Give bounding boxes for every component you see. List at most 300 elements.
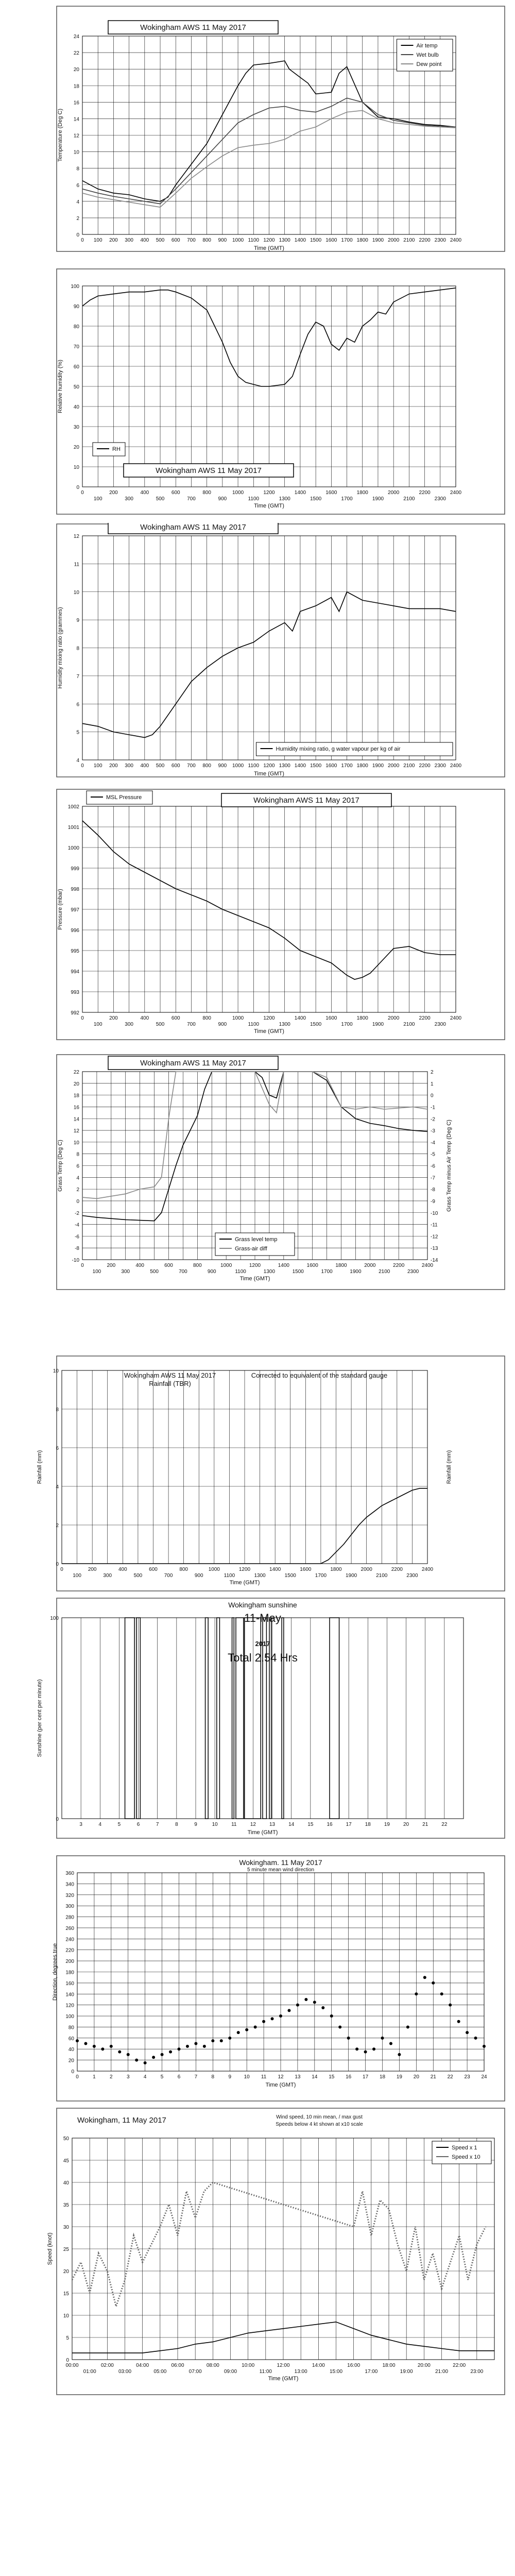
chart-svg-3 [0, 523, 515, 778]
y-tick-label: 999 [71, 866, 79, 872]
y-tick-label: 60 [73, 364, 79, 370]
y-tick-label: 998 [71, 887, 79, 892]
y-right-tick-label: -2 [431, 1116, 435, 1123]
chart-title: Wokingham AWS 11 May 2017 [140, 23, 246, 32]
y-tick-label: 120 [65, 2003, 74, 2009]
x-tick-label: 100 [93, 1022, 102, 1027]
x-tick-label: 400 [135, 1263, 145, 1268]
x-tick-label: 1700 [321, 1269, 333, 1275]
data-point [271, 2017, 274, 2020]
x-tick-label: 1800 [356, 1015, 368, 1021]
y-axis-label: Direction, degrees true [52, 1943, 58, 2001]
data-point [144, 2061, 147, 2064]
data-point [338, 2025, 341, 2028]
x-tick-label: 22 [441, 1822, 448, 1827]
x-tick-label: 400 [140, 238, 149, 243]
x-tick-label: 5 [117, 1822, 121, 1827]
x-tick-label: 2100 [376, 1573, 388, 1579]
x-tick-label: 1600 [300, 1567, 312, 1572]
x-tick-label: 1700 [341, 1022, 353, 1027]
data-point [186, 2045, 189, 2048]
data-point [347, 2037, 350, 2040]
y-tick-label: 18 [73, 83, 79, 90]
y-tick-label: 5 [66, 2335, 69, 2341]
y-tick-label: 2 [76, 1187, 79, 1193]
x-tick-label: 1600 [325, 1015, 337, 1021]
y-right-tick-label: -9 [431, 1198, 435, 1205]
y-tick-label: 7 [76, 673, 79, 680]
data-point [203, 2045, 206, 2048]
chart-svg-8 [0, 1855, 515, 2102]
x-tick-label: 06:00 [171, 2363, 184, 2368]
x-tick-label: 800 [179, 1567, 188, 1572]
x-tick-label: 2200 [419, 238, 431, 243]
data-point [135, 2059, 138, 2062]
chart-subtitle: 5 minute mean wind direction [247, 1867, 315, 1873]
x-tick-label: 2300 [434, 1022, 446, 1027]
y-tick-label: -8 [75, 1246, 79, 1252]
y-right-tick-label: 2 [431, 1070, 434, 1075]
x-tick-label: 15 [329, 2074, 335, 2080]
y-tick-label: 18 [73, 1093, 79, 1099]
y-tick-label: 80 [73, 324, 79, 330]
data-point [178, 2047, 181, 2050]
x-axis-label: Time (GMT) [254, 245, 284, 251]
x-tick-label: 0 [60, 1567, 63, 1572]
x-tick-label: 2100 [403, 496, 415, 502]
y-tick-label: 993 [71, 990, 79, 995]
x-tick-label: 1300 [279, 763, 290, 769]
y-tick-label: 10 [53, 1368, 59, 1374]
x-tick-label: 02:00 [100, 2363, 114, 2368]
legend-label: Speed x 10 [452, 2154, 480, 2160]
y-right-tick-label: -11 [431, 1222, 438, 1228]
chart-panel-4 [0, 788, 515, 1041]
x-tick-label: 17 [346, 1822, 352, 1827]
data-point [457, 2020, 460, 2023]
data-point [432, 1981, 435, 1985]
x-tick-label: 22:00 [453, 2363, 466, 2368]
x-tick-label: 18:00 [382, 2363, 396, 2368]
x-tick-label: 1100 [248, 763, 260, 769]
x-tick-label: 500 [156, 763, 165, 769]
x-tick-label: 17 [363, 2074, 369, 2080]
data-point [194, 2042, 197, 2045]
x-tick-label: 1300 [254, 1573, 266, 1579]
x-tick-label: 11 [261, 2074, 267, 2080]
x-tick-label: 1600 [325, 238, 337, 243]
x-tick-label: 10 [244, 2074, 250, 2080]
x-tick-label: 1 [93, 2074, 96, 2080]
data-point [296, 2004, 299, 2007]
x-tick-label: 2000 [360, 1567, 372, 1572]
y-tick-label: 1002 [67, 804, 79, 810]
x-tick-label: 1900 [345, 1573, 357, 1579]
x-tick-label: 1300 [263, 1269, 276, 1275]
y-right-tick-label: -12 [431, 1234, 438, 1240]
y-tick-label: 320 [65, 1892, 74, 1899]
x-tick-label: 400 [140, 1015, 149, 1021]
x-tick-label: 1200 [263, 1015, 275, 1021]
x-tick-label: 2400 [450, 1015, 462, 1021]
x-tick-label: 600 [171, 490, 180, 496]
data-point [440, 1992, 443, 1995]
x-tick-label: 100 [93, 238, 102, 243]
y-tick-label: 35 [63, 2202, 69, 2208]
chart-title: Wokingham AWS 11 May 2017 [140, 523, 246, 532]
y-right-tick-label: -3 [431, 1128, 435, 1134]
x-tick-label: 1100 [248, 496, 260, 502]
legend-label: Dew point [416, 61, 442, 67]
data-point [127, 2053, 130, 2056]
x-tick-label: 2300 [406, 1573, 418, 1579]
x-tick-label: 3 [79, 1822, 82, 1827]
x-tick-label: 20:00 [417, 2363, 431, 2368]
y-tick-label: 4 [76, 199, 79, 205]
x-tick-label: 1400 [294, 490, 306, 496]
x-tick-label: 1000 [232, 238, 244, 243]
x-axis-label: Time (GMT) [268, 2376, 299, 2382]
x-tick-label: 4 [143, 2074, 147, 2080]
x-tick-label: 13 [295, 2074, 301, 2080]
data-point [406, 2025, 409, 2028]
y-tick-label: 30 [73, 425, 79, 430]
x-tick-label: 1800 [330, 1567, 342, 1572]
y-right-tick-label: -6 [431, 1163, 435, 1170]
y-tick-label: 280 [65, 1914, 74, 1921]
y-tick-label: 5 [76, 730, 79, 736]
y-tick-label: 24 [73, 34, 79, 40]
x-tick-label: 11 [231, 1822, 237, 1827]
y-tick-label: 340 [65, 1882, 74, 1888]
data-point [279, 2014, 282, 2018]
y-tick-label: 50 [63, 2136, 69, 2142]
chart-svg-2 [0, 268, 515, 515]
chart-annotation: Corrected to equivalent of the standard gauge [251, 1371, 388, 1379]
y-tick-label: 60 [68, 2036, 74, 2042]
y-right-tick-label: -1 [431, 1105, 435, 1111]
x-tick-label: 00:00 [65, 2363, 79, 2368]
x-tick-label: 03:00 [118, 2369, 132, 2375]
x-tick-label: 14 [288, 1822, 295, 1827]
chart-subtitle: Rainfall (TBR) [149, 1380, 191, 1387]
data-point [245, 2028, 248, 2031]
y-tick-label: 10 [63, 2313, 69, 2319]
data-point [101, 2047, 104, 2050]
x-tick-label: 100 [93, 763, 102, 769]
x-tick-label: 01:00 [83, 2369, 96, 2375]
x-tick-label: 200 [107, 1263, 116, 1268]
x-tick-label: 2200 [419, 490, 431, 496]
y-tick-label: 25 [63, 2247, 69, 2252]
y-tick-label: 40 [63, 2180, 69, 2186]
y-tick-label: 0 [56, 1817, 59, 1822]
y-tick-label: 20 [63, 2269, 69, 2275]
x-tick-label: 10 [212, 1822, 218, 1827]
x-tick-label: 400 [140, 763, 149, 769]
y-tick-label: 40 [73, 404, 79, 410]
y-tick-label: 100 [65, 2014, 74, 2020]
x-tick-label: 1300 [279, 238, 290, 243]
y-right-tick-label: -7 [431, 1175, 435, 1181]
x-tick-label: 2000 [388, 238, 400, 243]
chart-svg-9 [0, 2107, 515, 2396]
x-tick-label: 2400 [450, 490, 462, 496]
x-tick-label: 100 [73, 1573, 81, 1579]
x-tick-label: 200 [109, 490, 118, 496]
data-point [262, 2020, 265, 2023]
data-point [76, 2039, 79, 2042]
y-tick-label: 1001 [67, 825, 79, 831]
y-tick-label: 16 [73, 1105, 79, 1111]
y-tick-label: 6 [76, 1163, 79, 1170]
chart-subtitle: Speeds below 4 kt shown at x10 scale [276, 2122, 363, 2127]
y-tick-label: 8 [56, 1407, 59, 1413]
y-tick-label: 20 [73, 67, 79, 73]
x-tick-label: 1400 [278, 1263, 289, 1268]
y-tick-label: 12 [73, 1128, 79, 1134]
x-tick-label: 1200 [263, 490, 275, 496]
x-tick-label: 600 [171, 238, 180, 243]
x-tick-label: 1000 [232, 763, 244, 769]
data-point [449, 2004, 452, 2007]
x-tick-label: 1300 [279, 1022, 290, 1027]
x-tick-label: 1200 [263, 763, 275, 769]
x-tick-label: 17:00 [365, 2369, 378, 2375]
y-tick-label: 50 [73, 384, 79, 390]
x-tick-label: 1500 [310, 763, 322, 769]
chart-panel-2 [0, 268, 515, 515]
x-tick-label: 2400 [421, 1263, 434, 1268]
x-tick-label: 1500 [292, 1269, 304, 1275]
x-tick-label: 1700 [341, 763, 353, 769]
y-tick-label: 70 [73, 344, 79, 350]
x-tick-label: 1700 [315, 1573, 327, 1579]
x-tick-label: 900 [218, 1022, 227, 1027]
x-tick-label: 16 [327, 1822, 333, 1827]
x-tick-label: 1100 [248, 238, 260, 243]
y-tick-label: 1000 [67, 845, 79, 851]
data-point [254, 2025, 257, 2028]
x-tick-label: 18 [379, 2074, 386, 2080]
x-tick-label: 14 [312, 2074, 318, 2080]
x-tick-label: 800 [202, 1015, 212, 1021]
x-tick-label: 2000 [388, 490, 400, 496]
y-tick-label: 300 [65, 1904, 74, 1910]
legend-label: Wet bulb [416, 52, 439, 58]
x-tick-label: 1700 [341, 238, 353, 243]
x-tick-label: 100 [93, 496, 102, 502]
data-point [466, 2031, 469, 2034]
y-tick-label: 100 [71, 284, 79, 290]
chart-title: Wokingham AWS 11 May 2017 [253, 796, 359, 805]
x-tick-label: 1900 [350, 1269, 362, 1275]
x-tick-label: 800 [193, 1263, 202, 1268]
chart-panel-8 [0, 1855, 515, 2102]
y-axis-label-right: Rainfall (mm) [446, 1450, 452, 1484]
data-point [93, 2045, 96, 2048]
x-tick-label: 8 [175, 1822, 178, 1827]
y-tick-label: 994 [71, 969, 79, 975]
x-tick-label: 13:00 [294, 2369, 307, 2375]
y-tick-label: 45 [63, 2158, 69, 2164]
y-tick-label: 0 [76, 232, 79, 238]
x-tick-label: 1600 [325, 763, 337, 769]
x-tick-label: 300 [121, 1269, 130, 1275]
chart-subtitle: Wind speed, 10 min mean, / max gust [276, 2114, 363, 2120]
y-tick-label: 160 [65, 1980, 74, 1987]
x-tick-label: 2300 [434, 238, 446, 243]
x-tick-label: 600 [171, 763, 180, 769]
x-tick-label: 1600 [306, 1263, 318, 1268]
y-tick-label: 10 [73, 589, 79, 596]
y-tick-label: 20 [73, 1081, 79, 1087]
data-point [398, 2053, 401, 2056]
x-tick-label: 2300 [434, 496, 446, 502]
chart-title: Wokingham AWS 11 May 2017 [124, 1371, 216, 1379]
data-point [423, 1976, 426, 1979]
y-tick-label: 0 [76, 1198, 79, 1205]
x-tick-label: 19 [384, 1822, 390, 1827]
x-tick-label: 400 [118, 1567, 127, 1572]
x-tick-label: 1500 [310, 238, 322, 243]
x-tick-label: 600 [164, 1263, 173, 1268]
x-tick-label: 2400 [450, 763, 462, 769]
y-tick-label: -10 [72, 1258, 79, 1263]
x-tick-label: 1900 [372, 1022, 384, 1027]
x-tick-label: 800 [202, 763, 212, 769]
x-tick-label: 0 [81, 490, 84, 496]
x-tick-label: 500 [150, 1269, 159, 1275]
x-tick-label: 1500 [310, 1022, 322, 1027]
data-point [169, 2050, 172, 2054]
chart-title: Wokingham sunshine [228, 1601, 297, 1609]
x-tick-label: 1500 [310, 496, 322, 502]
data-point [415, 1992, 418, 1995]
y-tick-label: 2 [76, 215, 79, 222]
data-point [330, 2014, 333, 2018]
y-tick-label: 4 [76, 1175, 79, 1181]
x-axis-label: Time (GMT) [265, 2082, 296, 2088]
x-tick-label: 23 [464, 2074, 470, 2080]
chart-total: Total 2.54 Hrs [228, 1651, 298, 1664]
chart-panel-5 [0, 1054, 515, 1291]
x-tick-label: 07:00 [188, 2369, 202, 2375]
y-tick-label: 0 [66, 2358, 69, 2363]
x-tick-label: 900 [218, 763, 227, 769]
x-tick-label: 0 [81, 763, 84, 769]
x-tick-label: 18 [365, 1822, 371, 1827]
y-tick-label: 6 [76, 182, 79, 189]
y-tick-label: 4 [76, 758, 79, 764]
y-right-tick-label: -4 [431, 1140, 435, 1146]
x-tick-label: 600 [171, 1015, 180, 1021]
x-tick-label: 10:00 [242, 2363, 255, 2368]
x-axis-label: Time (GMT) [254, 1028, 284, 1035]
x-tick-label: 11:00 [259, 2369, 272, 2375]
x-tick-label: 14:00 [312, 2363, 325, 2368]
y-tick-label: 14 [73, 1116, 79, 1123]
x-tick-label: 2100 [403, 1022, 415, 1027]
x-tick-label: 1400 [294, 763, 306, 769]
x-tick-label: 6 [136, 1822, 140, 1827]
x-tick-label: 700 [187, 496, 196, 502]
chart-panel-7 [0, 1597, 515, 1839]
y-right-tick-label: -13 [431, 1246, 438, 1252]
x-tick-label: 0 [76, 2074, 79, 2080]
data-point [389, 2042, 392, 2045]
y-tick-label: 997 [71, 907, 79, 913]
chart-panel-9 [0, 2107, 515, 2396]
chart-panel-1 [0, 5, 515, 252]
data-point [228, 2037, 231, 2040]
legend-label: Grass level temp [235, 1236, 278, 1243]
x-tick-label: 23:00 [470, 2369, 484, 2375]
x-tick-label: 800 [202, 490, 212, 496]
y-tick-label: 20 [73, 445, 79, 450]
x-tick-label: 9 [228, 2074, 232, 2080]
chart-svg-5 [0, 1054, 515, 1291]
y-axis-label: Sunshine (per cent per minute) [37, 1679, 43, 1757]
x-tick-label: 5 [160, 2074, 164, 2080]
data-point [321, 2006, 324, 2009]
data-point [237, 2031, 240, 2034]
x-tick-label: 15:00 [329, 2369, 343, 2375]
x-tick-label: 1800 [356, 238, 368, 243]
x-tick-label: 1900 [372, 496, 384, 502]
y-tick-label: 0 [76, 485, 79, 490]
x-tick-label: 09:00 [224, 2369, 237, 2375]
x-tick-label: 21 [430, 2074, 436, 2080]
y-tick-label: -4 [75, 1222, 79, 1228]
x-tick-label: 2100 [403, 763, 415, 769]
x-tick-label: 1000 [232, 490, 244, 496]
x-tick-label: 0 [81, 238, 84, 243]
x-tick-label: 2200 [393, 1263, 405, 1268]
x-tick-label: 0 [81, 1263, 84, 1268]
y-tick-label: 200 [65, 1959, 74, 1965]
data-point [152, 2056, 155, 2059]
x-axis-label: Time (GMT) [229, 1580, 260, 1586]
x-tick-label: 12:00 [277, 2363, 290, 2368]
data-point [84, 2042, 87, 2045]
y-right-tick-label: -10 [431, 1210, 438, 1216]
y-tick-label: 8 [76, 646, 79, 652]
y-tick-label: 992 [71, 1010, 79, 1016]
x-tick-label: 1100 [235, 1269, 246, 1275]
x-tick-label: 1100 [224, 1573, 235, 1579]
x-tick-label: 1000 [208, 1567, 220, 1572]
x-tick-label: 300 [125, 496, 133, 502]
x-tick-label: 1200 [263, 238, 275, 243]
x-tick-label: 24 [481, 2074, 487, 2080]
x-tick-label: 2 [110, 2074, 113, 2080]
y-tick-label: 2 [56, 1523, 59, 1529]
data-point [220, 2039, 223, 2042]
data-point [381, 2037, 384, 2040]
x-tick-label: 4 [98, 1822, 102, 1827]
x-axis-label: Time (GMT) [254, 771, 284, 777]
x-tick-label: 21:00 [435, 2369, 449, 2375]
x-tick-label: 19:00 [400, 2369, 413, 2375]
x-tick-label: 21 [422, 1822, 428, 1827]
x-tick-label: 1500 [284, 1573, 296, 1579]
x-tick-label: 500 [133, 1573, 143, 1579]
y-tick-label: 16 [73, 100, 79, 106]
y-axis-label: Humidity mixing ratio (grammes) [57, 607, 63, 689]
y-axis-label: Rainfall (mm) [37, 1450, 43, 1484]
y-tick-label: 0 [71, 2069, 74, 2075]
